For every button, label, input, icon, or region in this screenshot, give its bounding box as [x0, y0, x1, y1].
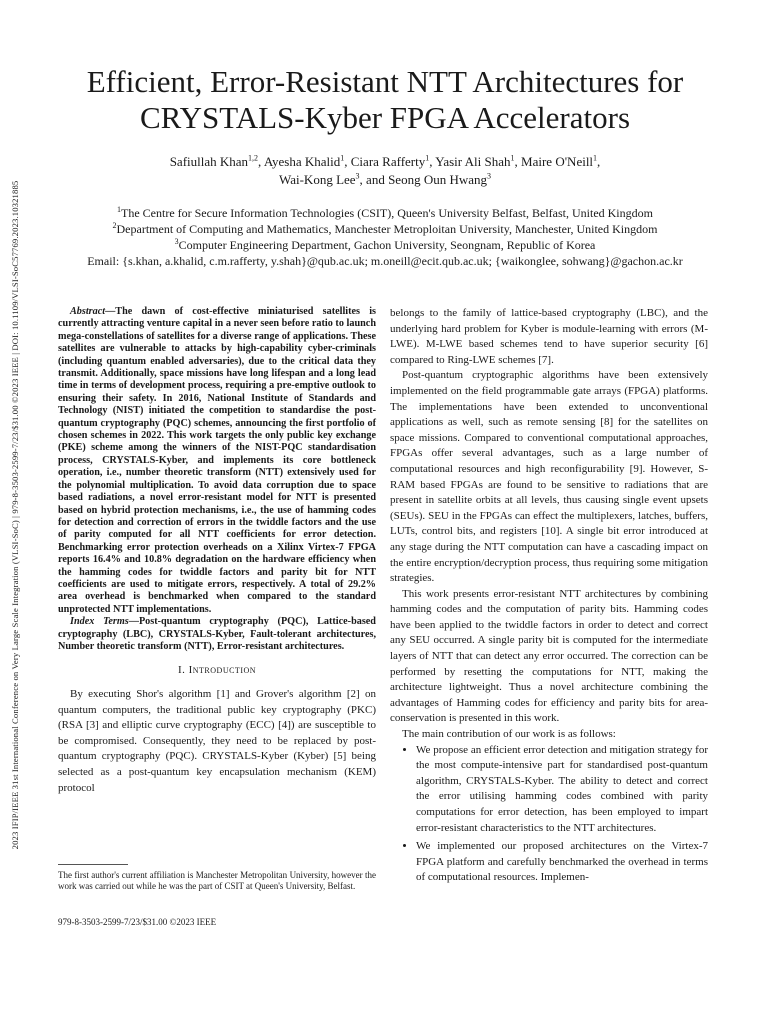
ieee-sidebar-citation	[2, 120, 28, 910]
contribution-list	[390, 743, 708, 886]
author-name: , Yasir Ali Shah	[429, 154, 511, 169]
author-name: , Ciara Rafferty	[344, 154, 426, 169]
sidebar-text: 2023 IFIP/IEEE 31st International Conference on Very Large Scale Integration (VLSI-SoC) | 979-8-3503-2599-7/23/$31.00 ©2023 IEEE | DOI: 10.1109/VLSI-SoC57769.2023.10321885	[10, 180, 20, 850]
footnote-rule	[58, 864, 128, 865]
intro-paragraph: By executing Shor's algorithm [1] and Grover's algorithm [2] on quantum computers, the traditional public key cryptography (PKC) (RSA [3] and elliptic curve cryptography (ECC) [4]) are susceptible to be compromised. Consequently, they need to be replaced by post-quantum cryptography (PQC). CRYSTALS-Kyber (Kyber) [5] being selected as a post-quantum key encapsulation mechanism (KEM) protocol	[58, 687, 376, 794]
author-name: , Ayesha Khalid	[258, 154, 341, 169]
author-affil-sup: 1	[510, 153, 515, 163]
author-list	[60, 153, 710, 189]
author-affil-sup: 1	[425, 153, 430, 163]
author-name: , Maire O'Neill	[514, 154, 594, 169]
paper-title: Efficient, Error-Resistant NTT Architectures for CRYSTALS-Kyber FPGA Accelerators	[86, 64, 684, 135]
affil-text: The Centre for Secure Information Technologies (CSIT), Queen's University Belfast, Belfast, United Kingdom	[121, 206, 653, 220]
author-affil-sup: 3	[487, 171, 492, 181]
right-column	[390, 306, 708, 889]
section-heading-introduction: I. Introduction	[177, 664, 257, 677]
affiliations	[40, 205, 730, 269]
body-paragraph: The main contribution of our work is as follows:	[402, 728, 616, 741]
list-item: • We propose an efficient error detection and mitigation strategy for the most compute-intensive part for standardised post-quantum algorithm, CRYSTALS-Kyber. The ability to detect and correct the error utilising hamming codes combined with parity computations for error detection, has been employed to impart error-resistant characteristics to the NTT architectures.	[416, 743, 708, 837]
affiliation-line	[40, 221, 730, 237]
body-paragraph: belongs to the family of lattice-based cryptography (LBC), and the underlying hard problem for Kyber is module-learning with errors (M-LWE). M-LWE based schemes tend to have superior security [6] compared to Ring-LWE schemes [7].	[390, 307, 708, 366]
affil-sup: 3	[174, 237, 179, 246]
left-column	[58, 306, 376, 796]
affiliation-line	[40, 237, 730, 253]
footnote: The first author's current affiliation is Manchester Metropolitan University, however the work was carried out while he was the part of CSIT at Queen's University, Belfast.	[58, 870, 376, 891]
abstract-text: —The dawn of cost-effective miniaturised satellites is currently attracting venture capital in a never seen before ratio to launch mega-constellations of satellites for a diverse range of applications. These satellites are vulnerable to attacks by high-capability cyber-criminals (including quantum enabled adversaries), due to the critical data they transmit. Additionally, space missions have long lifespan and a long lead time in terms of development process, requiring a pre-emptive outlook to ensuring their safety. In 2016, National Institute of Standards and Technology (NIST) initiated the competition to standardise the post-quantum cryptography (PQC) schemes, announcing the first portfolio of chosen schemes in 2022. This work targets the only public key exchange (PKE) scheme among the winners of the NIST-PQC standardisation process, CRYSTALS-Kyber, and implements its core bottleneck operation, i.e., number theoretic transform (NTT) extensively used for the polynomial multiplication. To avoid data corruption due to space based radiations, a novel error-resistant model for NTT is presented based on hybrid protection mechanisms, i.e., the use of hamming codes for detection and correction of errors in the twiddle factors and the use of parity computed for all NTT coefficients for error detection. Benchmarking error protection overheads on a Xilinx Virtex-7 FPGA reports 16.4% and 10.8% degradation on the hardware efficiency when the hamming codes for twiddle factors and parity bit for NTT coefficients are used to mitigate errors, respectively. A total of 29.2% area overhead is benchmarked when compared to the standard unprotected NTT implementations.	[58, 306, 376, 615]
author-name: Safiullah Khan	[169, 154, 249, 169]
email-text: Email: {s.khan, a.khalid, c.m.rafferty, y.shah}@qub.ac.uk; m.oneill@ecit.qub.ac.uk; {waikonglee, sohwang}@gachon.ac.kr	[87, 254, 683, 268]
index-terms-text: —Post-quantum cryptography (PQC), Lattice-based cryptography (LBC), CRYSTALS-Kyber, Fault-tolerant architectures, Number theoretic transform (NTT), Error-resistant architectures.	[58, 616, 376, 652]
author-affil-sup: 1	[593, 153, 598, 163]
author-separator: ,	[597, 154, 601, 169]
affil-text: Department of Computing and Mathematics, Manchester Metroploitan University, Manchester, United Kingdom	[116, 222, 658, 236]
body-paragraph: Post-quantum cryptographic algorithms have been extensively implemented on the field programmable gate arrays (FPGA) platforms. The implementations have been extended to unconventional applications as well, such as remote sensing [8] for the satellites on space missions. Compared to conventional computational approaches, FPGAs offer several advantages, such as a large number of computational resources and high reconfigurability [9]. However, S-RAM based FPGAs are found to be sensitive to radiations that are present in satellite orbits at all levels, thus causing single event upsets (SEUs). SEU in the FPGAs can effect the multiplexers, latches, buffers, LUTs, control bits, and registers [10]. A single bit error introduced at any stage during the NTT computation can have a cascading impact on the entire encryption/decryption process, thus requiring some mitigation strategies.	[390, 369, 708, 585]
author-affil-sup: 3	[355, 171, 360, 181]
abstract-label: Abstract	[70, 306, 106, 317]
body-paragraph: This work presents error-resistant NTT architectures by combining hamming codes and the computation of parity bits. Hamming codes have been applied to the twiddle factors in order to detect and correct any SEU occurred. A single parity bit is computed for the intermediate layers of NTT that can detect any error occurred. The correction can be performed by resetting the computations for NTT, making the architecture lightweight. Thus a novel architecture combining the advantages of Hamming codes for efficiency and parity bits for area-conservation is presented in this work.	[390, 587, 708, 725]
author-affil-sup: 1,2	[248, 153, 259, 163]
author-affil-sup: 1	[340, 153, 345, 163]
index-terms	[58, 616, 376, 653]
index-terms-label: Index Terms	[70, 616, 129, 628]
author-name: , and Seong Oun Hwang	[359, 172, 488, 187]
affil-text: Computer Engineering Department, Gachon University, Seongnam, Republic of Korea	[178, 238, 596, 252]
author-name: Wai-Kong Lee	[278, 172, 356, 187]
copyright-line: 979-8-3503-2599-7/23/$31.00 ©2023 IEEE	[58, 917, 217, 927]
affil-sup: 1	[117, 205, 121, 214]
list-item: • We implemented our proposed architectures on the Virtex-7 FPGA platform and carefully benchmarked the overhead in terms of computational resources. Implemen-	[416, 839, 708, 886]
abstract	[58, 306, 376, 616]
affiliation-line	[40, 205, 730, 221]
affil-sup: 2	[112, 221, 117, 230]
email-line	[40, 253, 730, 269]
